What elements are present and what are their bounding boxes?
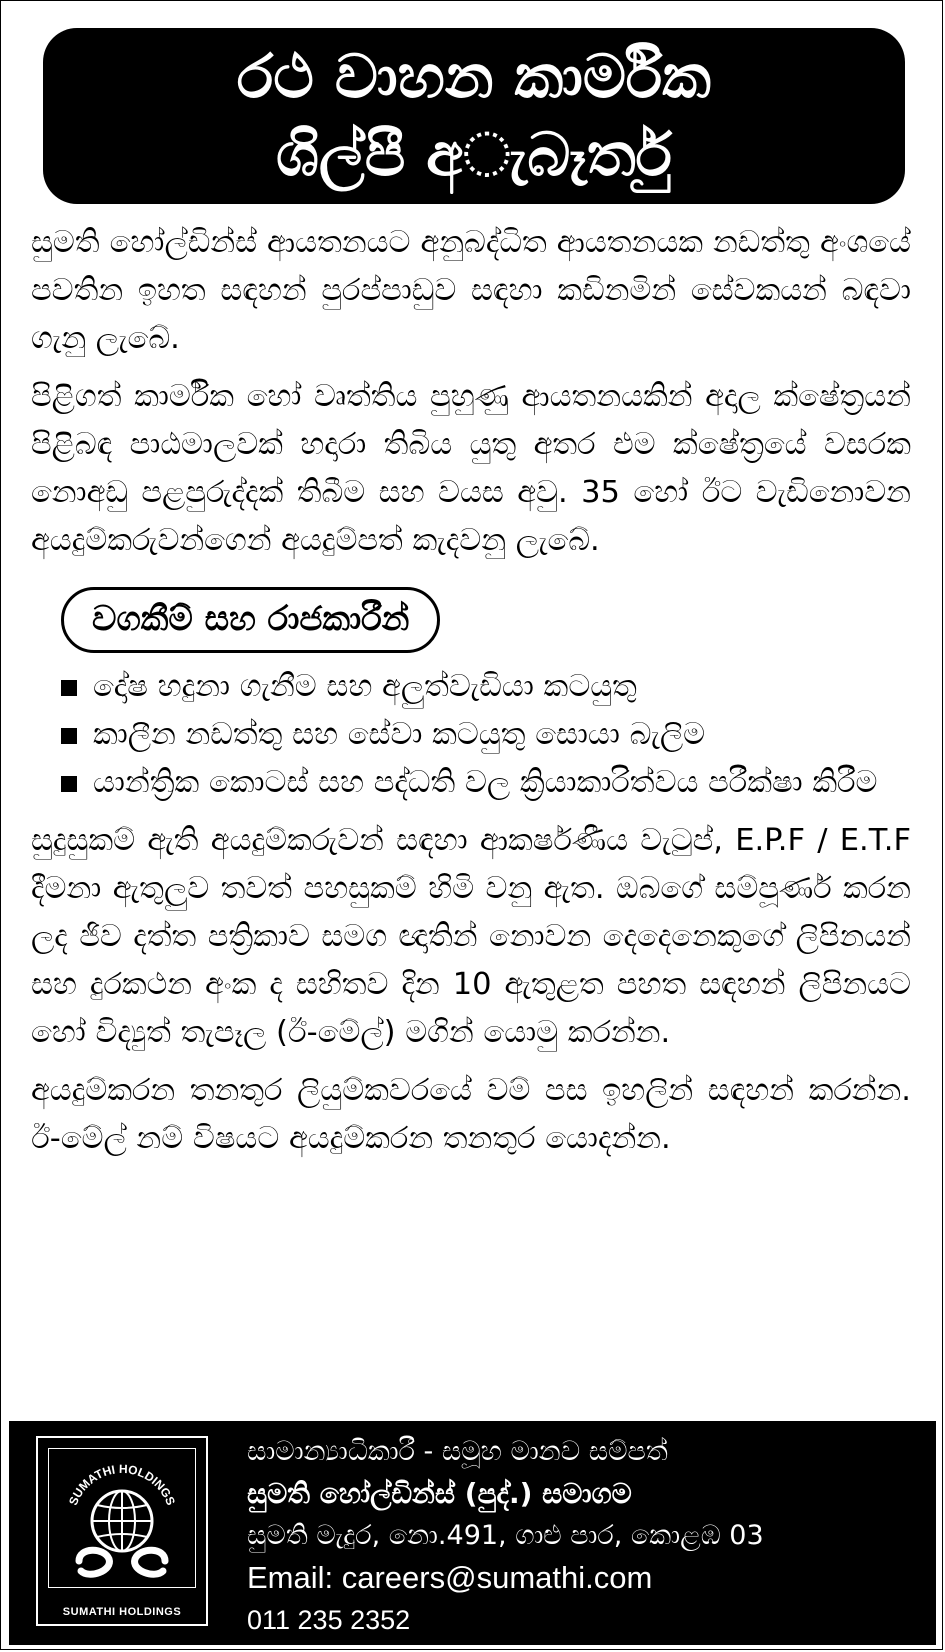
duties-heading: වගකීම් සහ රාජකාරීන් xyxy=(61,587,440,653)
header-title-line-1: රථ වාහන කාර්මික xyxy=(236,42,712,112)
square-bullet-icon xyxy=(61,680,77,696)
duty-item-text: දෝෂ හදුනා ගැනීම සහ අලුත්වැඩියා කටයුතු xyxy=(93,669,637,704)
logo-caption: SUMATHI HOLDINGS xyxy=(62,1606,182,1618)
requirements-paragraph: පිළිගත් කාර්මික හෝ වෘත්තිය පුහුණු ආයතනයකින් අදාල ක්ෂේත්‍රයන් පිළිබඳ පාඨමාලවක් හදාරා තිබිය යුතු අතර එම ක්ෂේත්‍රයේ වසරක නොඅඩු පළපුරුද්දක් තිබීම සහ වයස අවු. 35 හෝ ඊට වැඩිනොවන අයදුම්කරුවන්ගෙන් අයදුම්පත් කැදවනු ලැබේ. xyxy=(31,379,911,558)
company-logo xyxy=(36,1436,208,1626)
instructions-paragraph: අයදුම්කරන තනතුර ලියුම්කවරයේ වම් පස ඉහලින් සඳහන් කරන්න. ඊ-මේල් නම් විෂයට අයදුම්කරන තනතුර යොදන්න. xyxy=(31,1073,911,1156)
advert-body xyxy=(31,219,911,1173)
contact-email[interactable]: Email: careers@sumathi.com xyxy=(247,1560,653,1595)
advert-header xyxy=(43,28,905,204)
duty-item xyxy=(31,663,911,711)
duty-item-text: කාලීන නඩත්තු සහ සේවා කටයුතු සොයා බැලිම xyxy=(93,717,706,752)
duty-item-text: යාන්ත්‍රික කොටස් සහ පද්ධති වල ක්‍රියාකාරිත්වය පරීක්ෂා කිරීම xyxy=(93,765,878,800)
contact-phone[interactable]: 011 235 2352 xyxy=(247,1605,411,1635)
duty-item xyxy=(31,759,911,807)
duties-list xyxy=(31,663,911,807)
logo-emblem xyxy=(48,1448,196,1588)
square-bullet-icon xyxy=(61,776,77,792)
contact-details xyxy=(247,1431,927,1641)
globe-icon xyxy=(49,1449,195,1587)
duty-item xyxy=(31,711,911,759)
header-title-line-2: ශිල්පී අැබෑර්තු xyxy=(276,120,672,190)
contact-company: සුමති හෝල්ඩින්ස් (පුද්.) සමාගම xyxy=(247,1477,632,1510)
intro-paragraph: සුමති හෝල්ඩින්ස් ආයතනයට අනුබද්ධිත ආයතනයක නඩත්තු අංශයේ පවතින ඉහත සඳහන් පුරප්පාඩුව සඳහා කඩිනමින් සේවකයන් බඳවා ගැනු ලැබේ. xyxy=(31,225,911,356)
square-bullet-icon xyxy=(61,728,77,744)
contact-address: සුමති මැදුර, නො.491, ගාළු පාර, කොළඹ 03 xyxy=(247,1520,764,1551)
benefits-paragraph: සුදුසුකම් ඇති අයදුම්කරුවන් සඳහා ආකර්ෂණීය වැටුප්, E.P.F / E.T.F දීමනා ඇතුලුව තවත් පහසුකම් හිමි වනු ඇත. ඔබගේ සම්පූර්ණ කරන ලද ජිව දත්ත පත්‍රිකාව සමග ඥාතින් නොවන දෙදෙනෙකුගේ ලිපිනයන් සහ දුරකථන අංක ද සහිතව දින 10 ඇතුළත පහත සඳහන් ලිපිනයට හෝ විද්‍යුත් තැපෑල (ඊ-මේල්) මගින් යොමු කරන්න. xyxy=(31,823,911,1050)
logo-arc-text: SUMATHI HOLDINGS xyxy=(66,1461,178,1508)
contact-footer xyxy=(9,1421,936,1645)
contact-designation: සාමාන්‍යාධිකාරී - සමූහ මානව සම්පත් xyxy=(247,1436,668,1467)
